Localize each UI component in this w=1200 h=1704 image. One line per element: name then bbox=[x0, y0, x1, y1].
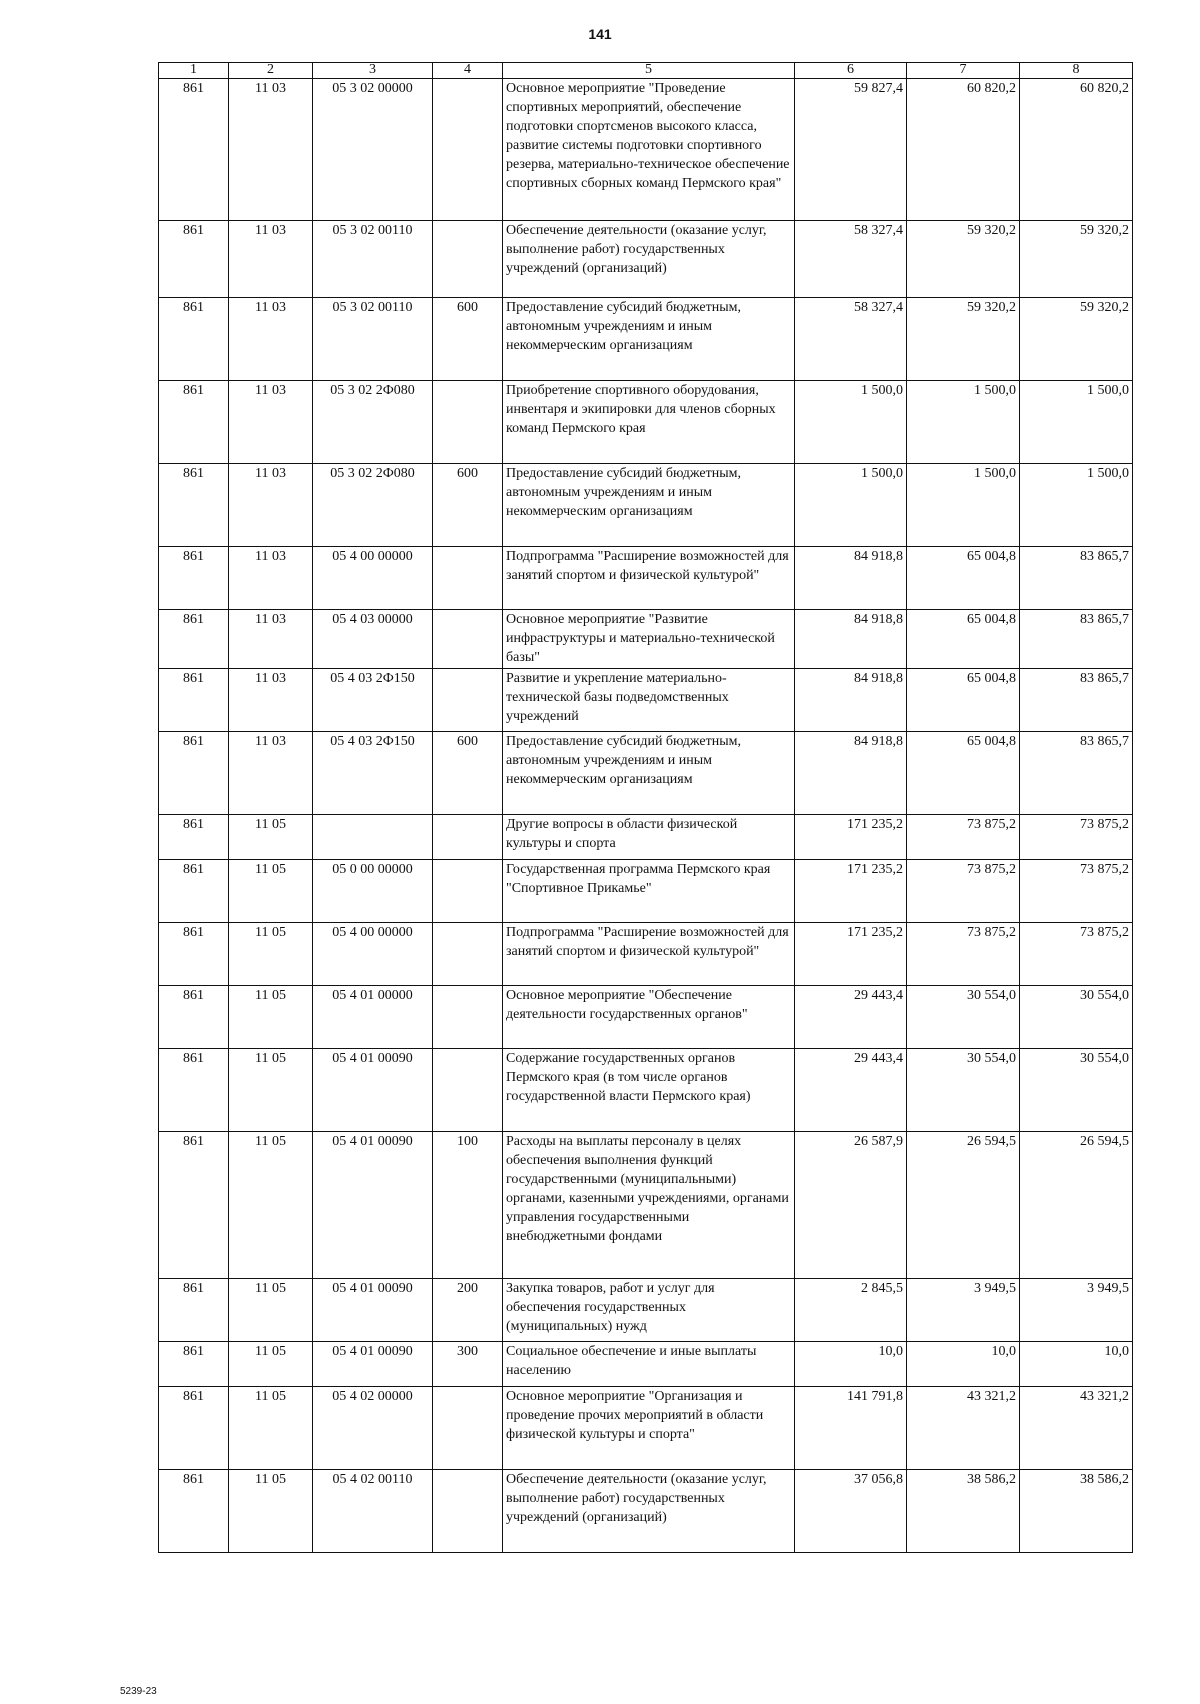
amount-col-6: 171 235,2 bbox=[795, 815, 907, 860]
amount-col-8: 59 320,2 bbox=[1020, 221, 1133, 298]
item-description: Подпрограмма "Расширение возможностей для занятий спортом и физической культурой" bbox=[503, 547, 795, 610]
item-description: Развитие и укрепление материально-технической базы подведомственных учреждений bbox=[503, 669, 795, 732]
section-code: 11 05 bbox=[229, 1132, 313, 1279]
amount-col-8: 1 500,0 bbox=[1020, 381, 1133, 464]
expense-type-code bbox=[433, 1387, 503, 1470]
budget-code: 861 bbox=[159, 610, 229, 669]
target-item-code: 05 4 02 00000 bbox=[313, 1387, 433, 1470]
table-row bbox=[159, 221, 1133, 298]
target-item-code: 05 4 03 2Ф150 bbox=[313, 669, 433, 732]
section-code: 11 03 bbox=[229, 610, 313, 669]
table-row bbox=[159, 610, 1133, 669]
budget-code: 861 bbox=[159, 79, 229, 221]
amount-col-7: 73 875,2 bbox=[907, 860, 1020, 923]
column-header: 5 bbox=[503, 63, 795, 79]
amount-col-8: 83 865,7 bbox=[1020, 669, 1133, 732]
target-item-code: 05 4 01 00000 bbox=[313, 986, 433, 1049]
item-description: Предоставление субсидий бюджетным, автономным учреждениям и иным некоммерческим организациям bbox=[503, 298, 795, 381]
section-code: 11 03 bbox=[229, 732, 313, 815]
amount-col-6: 2 845,5 bbox=[795, 1279, 907, 1342]
amount-col-8: 30 554,0 bbox=[1020, 986, 1133, 1049]
amount-col-7: 59 320,2 bbox=[907, 298, 1020, 381]
document-code: 5239-23 bbox=[120, 1686, 157, 1697]
expense-type-code bbox=[433, 610, 503, 669]
target-item-code: 05 4 03 00000 bbox=[313, 610, 433, 669]
column-header: 6 bbox=[795, 63, 907, 79]
amount-col-8: 83 865,7 bbox=[1020, 547, 1133, 610]
amount-col-6: 84 918,8 bbox=[795, 732, 907, 815]
expense-type-code bbox=[433, 860, 503, 923]
budget-code: 861 bbox=[159, 1049, 229, 1132]
amount-col-7: 73 875,2 bbox=[907, 815, 1020, 860]
section-code: 11 05 bbox=[229, 1470, 313, 1553]
target-item-code: 05 4 02 00110 bbox=[313, 1470, 433, 1553]
target-item-code: 05 3 02 2Ф080 bbox=[313, 464, 433, 547]
target-item-code: 05 4 01 00090 bbox=[313, 1279, 433, 1342]
amount-col-7: 1 500,0 bbox=[907, 464, 1020, 547]
amount-col-6: 171 235,2 bbox=[795, 923, 907, 986]
table-body bbox=[159, 79, 1133, 1553]
amount-col-8: 73 875,2 bbox=[1020, 923, 1133, 986]
section-code: 11 03 bbox=[229, 381, 313, 464]
item-description: Обеспечение деятельности (оказание услуг, выполнение работ) государственных учреждений (организаций) bbox=[503, 221, 795, 298]
column-number-row bbox=[159, 63, 1133, 79]
amount-col-8: 38 586,2 bbox=[1020, 1470, 1133, 1553]
target-item-code: 05 3 02 2Ф080 bbox=[313, 381, 433, 464]
amount-col-7: 73 875,2 bbox=[907, 923, 1020, 986]
amount-col-6: 59 827,4 bbox=[795, 79, 907, 221]
section-code: 11 03 bbox=[229, 298, 313, 381]
amount-col-7: 65 004,8 bbox=[907, 547, 1020, 610]
target-item-code: 05 0 00 00000 bbox=[313, 860, 433, 923]
section-code: 11 03 bbox=[229, 221, 313, 298]
target-item-code: 05 4 01 00090 bbox=[313, 1132, 433, 1279]
section-code: 11 05 bbox=[229, 1049, 313, 1132]
amount-col-8: 73 875,2 bbox=[1020, 860, 1133, 923]
amount-col-7: 10,0 bbox=[907, 1342, 1020, 1387]
budget-code: 861 bbox=[159, 1279, 229, 1342]
item-description: Обеспечение деятельности (оказание услуг, выполнение работ) государственных учреждений (организаций) bbox=[503, 1470, 795, 1553]
expense-type-code: 100 bbox=[433, 1132, 503, 1279]
amount-col-8: 30 554,0 bbox=[1020, 1049, 1133, 1132]
budget-code: 861 bbox=[159, 464, 229, 547]
amount-col-7: 60 820,2 bbox=[907, 79, 1020, 221]
amount-col-8: 83 865,7 bbox=[1020, 610, 1133, 669]
target-item-code: 05 4 03 2Ф150 bbox=[313, 732, 433, 815]
expense-type-code: 300 bbox=[433, 1342, 503, 1387]
amount-col-7: 30 554,0 bbox=[907, 1049, 1020, 1132]
column-header: 4 bbox=[433, 63, 503, 79]
expense-type-code bbox=[433, 547, 503, 610]
target-item-code: 05 3 02 00110 bbox=[313, 221, 433, 298]
budget-code: 861 bbox=[159, 669, 229, 732]
budget-code: 861 bbox=[159, 381, 229, 464]
item-description: Предоставление субсидий бюджетным, автономным учреждениям и иным некоммерческим организациям bbox=[503, 732, 795, 815]
amount-col-6: 141 791,8 bbox=[795, 1387, 907, 1470]
budget-code: 861 bbox=[159, 1342, 229, 1387]
amount-col-6: 1 500,0 bbox=[795, 381, 907, 464]
amount-col-6: 1 500,0 bbox=[795, 464, 907, 547]
item-description: Социальное обеспечение и иные выплаты населению bbox=[503, 1342, 795, 1387]
item-description: Предоставление субсидий бюджетным, автономным учреждениям и иным некоммерческим организациям bbox=[503, 464, 795, 547]
section-code: 11 05 bbox=[229, 1279, 313, 1342]
amount-col-6: 171 235,2 bbox=[795, 860, 907, 923]
section-code: 11 03 bbox=[229, 669, 313, 732]
budget-code: 861 bbox=[159, 1470, 229, 1553]
budget-table bbox=[158, 62, 1133, 1553]
amount-col-8: 59 320,2 bbox=[1020, 298, 1133, 381]
target-item-code: 05 3 02 00110 bbox=[313, 298, 433, 381]
item-description: Подпрограмма "Расширение возможностей для занятий спортом и физической культурой" bbox=[503, 923, 795, 986]
expense-type-code bbox=[433, 986, 503, 1049]
amount-col-8: 1 500,0 bbox=[1020, 464, 1133, 547]
amount-col-8: 26 594,5 bbox=[1020, 1132, 1133, 1279]
budget-code: 861 bbox=[159, 815, 229, 860]
table-row bbox=[159, 79, 1133, 221]
amount-col-7: 59 320,2 bbox=[907, 221, 1020, 298]
amount-col-6: 29 443,4 bbox=[795, 986, 907, 1049]
item-description: Основное мероприятие "Организация и проведение прочих мероприятий в области физической культуры и спорта" bbox=[503, 1387, 795, 1470]
item-description: Приобретение спортивного оборудования, инвентаря и экипировки для членов сборных команд Пермского края bbox=[503, 381, 795, 464]
amount-col-7: 3 949,5 bbox=[907, 1279, 1020, 1342]
target-item-code: 05 4 01 00090 bbox=[313, 1342, 433, 1387]
table-row bbox=[159, 923, 1133, 986]
table-row bbox=[159, 298, 1133, 381]
amount-col-6: 84 918,8 bbox=[795, 610, 907, 669]
section-code: 11 05 bbox=[229, 986, 313, 1049]
table-row bbox=[159, 1132, 1133, 1279]
amount-col-7: 26 594,5 bbox=[907, 1132, 1020, 1279]
section-code: 11 03 bbox=[229, 464, 313, 547]
item-description: Основное мероприятие "Развитие инфраструктуры и материально-технической базы" bbox=[503, 610, 795, 669]
amount-col-7: 65 004,8 bbox=[907, 610, 1020, 669]
expense-type-code bbox=[433, 923, 503, 986]
table-row bbox=[159, 547, 1133, 610]
expense-type-code: 200 bbox=[433, 1279, 503, 1342]
amount-col-7: 30 554,0 bbox=[907, 986, 1020, 1049]
expense-type-code bbox=[433, 221, 503, 298]
table-row bbox=[159, 815, 1133, 860]
column-header: 3 bbox=[313, 63, 433, 79]
amount-col-8: 60 820,2 bbox=[1020, 79, 1133, 221]
target-item-code bbox=[313, 815, 433, 860]
amount-col-7: 1 500,0 bbox=[907, 381, 1020, 464]
expense-type-code: 600 bbox=[433, 732, 503, 815]
item-description: Государственная программа Пермского края "Спортивное Прикамье" bbox=[503, 860, 795, 923]
section-code: 11 05 bbox=[229, 1387, 313, 1470]
budget-code: 861 bbox=[159, 1387, 229, 1470]
amount-col-8: 43 321,2 bbox=[1020, 1387, 1133, 1470]
budget-code: 861 bbox=[159, 860, 229, 923]
target-item-code: 05 4 00 00000 bbox=[313, 547, 433, 610]
expense-type-code: 600 bbox=[433, 464, 503, 547]
section-code: 11 05 bbox=[229, 860, 313, 923]
amount-col-8: 10,0 bbox=[1020, 1342, 1133, 1387]
expense-type-code bbox=[433, 1049, 503, 1132]
section-code: 11 03 bbox=[229, 547, 313, 610]
budget-code: 861 bbox=[159, 547, 229, 610]
table-row bbox=[159, 1279, 1133, 1342]
budget-code: 861 bbox=[159, 1132, 229, 1279]
amount-col-6: 10,0 bbox=[795, 1342, 907, 1387]
budget-code: 861 bbox=[159, 923, 229, 986]
amount-col-6: 58 327,4 bbox=[795, 298, 907, 381]
amount-col-8: 3 949,5 bbox=[1020, 1279, 1133, 1342]
table-row bbox=[159, 669, 1133, 732]
column-header: 1 bbox=[159, 63, 229, 79]
expense-type-code bbox=[433, 815, 503, 860]
budget-code: 861 bbox=[159, 986, 229, 1049]
amount-col-6: 37 056,8 bbox=[795, 1470, 907, 1553]
amount-col-7: 65 004,8 bbox=[907, 732, 1020, 815]
table-row bbox=[159, 1470, 1133, 1553]
budget-code: 861 bbox=[159, 221, 229, 298]
expense-type-code bbox=[433, 1470, 503, 1553]
item-description: Основное мероприятие "Обеспечение деятельности государственных органов" bbox=[503, 986, 795, 1049]
table-row bbox=[159, 1342, 1133, 1387]
item-description: Другие вопросы в области физической культуры и спорта bbox=[503, 815, 795, 860]
amount-col-7: 38 586,2 bbox=[907, 1470, 1020, 1553]
table-row bbox=[159, 1049, 1133, 1132]
item-description: Закупка товаров, работ и услуг для обеспечения государственных (муниципальных) нужд bbox=[503, 1279, 795, 1342]
table-row bbox=[159, 860, 1133, 923]
item-description: Основное мероприятие "Проведение спортивных мероприятий, обеспечение подготовки спортсменов высокого класса, развитие системы подготовки спортивного резерва, материально-техническое обеспечение спортивных сборных команд Пермского края" bbox=[503, 79, 795, 221]
item-description: Расходы на выплаты персоналу в целях обеспечения выполнения функций государственными (муниципальными) органами, казенными учреждениями, органами управления государственными внебюджетными фондами bbox=[503, 1132, 795, 1279]
table-row bbox=[159, 986, 1133, 1049]
amount-col-6: 26 587,9 bbox=[795, 1132, 907, 1279]
section-code: 11 03 bbox=[229, 79, 313, 221]
item-description: Содержание государственных органов Пермского края (в том числе органов государственной власти Пермского края) bbox=[503, 1049, 795, 1132]
amount-col-6: 84 918,8 bbox=[795, 547, 907, 610]
amount-col-6: 84 918,8 bbox=[795, 669, 907, 732]
amount-col-6: 29 443,4 bbox=[795, 1049, 907, 1132]
amount-col-8: 83 865,7 bbox=[1020, 732, 1133, 815]
table-row bbox=[159, 1387, 1133, 1470]
section-code: 11 05 bbox=[229, 815, 313, 860]
section-code: 11 05 bbox=[229, 1342, 313, 1387]
target-item-code: 05 4 00 00000 bbox=[313, 923, 433, 986]
budget-code: 861 bbox=[159, 732, 229, 815]
target-item-code: 05 3 02 00000 bbox=[313, 79, 433, 221]
amount-col-7: 43 321,2 bbox=[907, 1387, 1020, 1470]
expense-type-code: 600 bbox=[433, 298, 503, 381]
table-row bbox=[159, 732, 1133, 815]
budget-code: 861 bbox=[159, 298, 229, 381]
column-header: 8 bbox=[1020, 63, 1133, 79]
expense-type-code bbox=[433, 79, 503, 221]
page-number: 141 bbox=[588, 26, 612, 42]
amount-col-7: 65 004,8 bbox=[907, 669, 1020, 732]
expense-type-code bbox=[433, 381, 503, 464]
section-code: 11 05 bbox=[229, 923, 313, 986]
column-header: 2 bbox=[229, 63, 313, 79]
table-row bbox=[159, 464, 1133, 547]
amount-col-8: 73 875,2 bbox=[1020, 815, 1133, 860]
amount-col-6: 58 327,4 bbox=[795, 221, 907, 298]
table-row bbox=[159, 381, 1133, 464]
column-header: 7 bbox=[907, 63, 1020, 79]
expense-type-code bbox=[433, 669, 503, 732]
target-item-code: 05 4 01 00090 bbox=[313, 1049, 433, 1132]
